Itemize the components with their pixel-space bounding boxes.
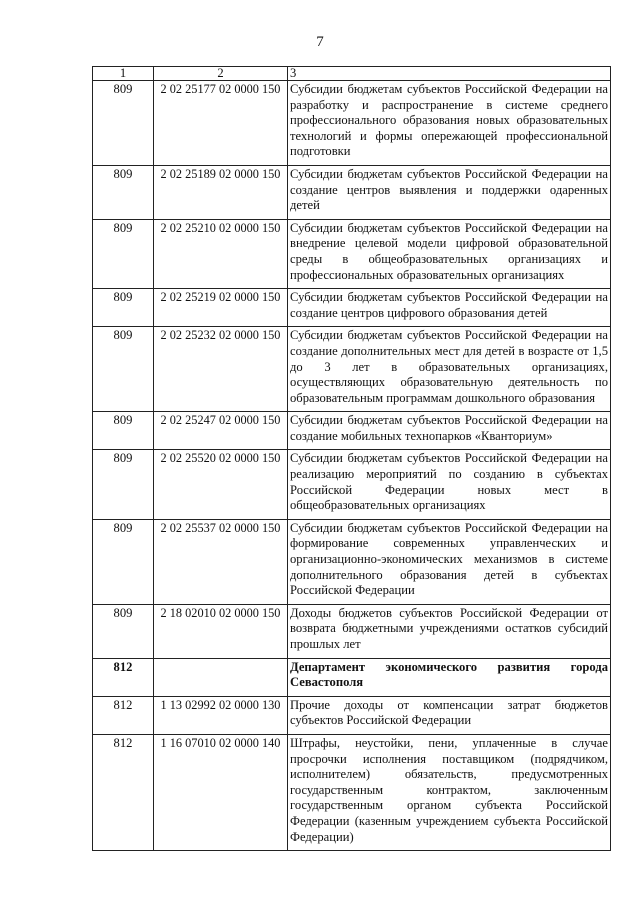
column-header-3: 3 bbox=[288, 67, 611, 81]
table-row bbox=[93, 604, 611, 658]
budget-code-cell: 2 18 02010 02 0000 150 bbox=[154, 604, 288, 658]
admin-code-cell: 809 bbox=[93, 519, 154, 604]
admin-code-cell: 812 bbox=[93, 734, 154, 850]
budget-code-cell bbox=[154, 658, 288, 696]
admin-code-cell: 809 bbox=[93, 327, 154, 412]
description-cell: Субсидии бюджетам субъектов Российской Федерации на создание мобильных технопарков «Кванториум» bbox=[288, 412, 611, 450]
description-cell: Департамент экономического развития города Севастополя bbox=[288, 658, 611, 696]
budget-code-cell: 2 02 25210 02 0000 150 bbox=[154, 219, 288, 288]
admin-code-cell: 809 bbox=[93, 81, 154, 166]
admin-code-cell: 809 bbox=[93, 412, 154, 450]
table-row bbox=[93, 289, 611, 327]
budget-code-cell: 2 02 25232 02 0000 150 bbox=[154, 327, 288, 412]
budget-code-cell: 2 02 25520 02 0000 150 bbox=[154, 450, 288, 519]
column-header-2: 2 bbox=[154, 67, 288, 81]
admin-code-cell: 809 bbox=[93, 289, 154, 327]
description-cell: Штрафы, неустойки, пени, уплаченные в случае просрочки исполнения поставщиком (подрядчиком, исполнителем) обязательств, предусмотренных государственным контрактом, заключенным государственным органом субъекта Российской Федерации (казенным учреждением субъекта Российской Федерации) bbox=[288, 734, 611, 850]
description-cell: Субсидии бюджетам субъектов Российской Федерации на создание дополнительных мест для детей в возрасте от 1,5 до 3 лет в образовательных организациях, осуществляющих образовательную деятельность по образовательным программам дошкольного образования bbox=[288, 327, 611, 412]
admin-code-cell: 812 bbox=[93, 658, 154, 696]
budget-code-cell: 2 02 25247 02 0000 150 bbox=[154, 412, 288, 450]
description-cell: Субсидии бюджетам субъектов Российской Федерации на внедрение целевой модели цифровой образовательной среды в общеобразовательных организациях и профессиональных образовательных организациях bbox=[288, 219, 611, 288]
description-cell: Субсидии бюджетам субъектов Российской Федерации на реализацию мероприятий по созданию в субъектах Российской Федерации новых мест в общеобразовательных организациях bbox=[288, 450, 611, 519]
budget-code-cell: 2 02 25219 02 0000 150 bbox=[154, 289, 288, 327]
table-row bbox=[93, 165, 611, 219]
table-row bbox=[93, 519, 611, 604]
table-row bbox=[93, 450, 611, 519]
budget-code-cell: 1 16 07010 02 0000 140 bbox=[154, 734, 288, 850]
description-cell: Прочие доходы от компенсации затрат бюджетов субъектов Российской Федерации bbox=[288, 696, 611, 734]
table-row bbox=[93, 734, 611, 850]
description-cell: Субсидии бюджетам субъектов Российской Федерации на создание центров выявления и поддержки одаренных детей bbox=[288, 165, 611, 219]
admin-code-cell: 809 bbox=[93, 219, 154, 288]
admin-code-cell: 809 bbox=[93, 165, 154, 219]
table-header-row bbox=[93, 67, 611, 81]
description-cell: Субсидии бюджетам субъектов Российской Федерации на создание центров цифрового образования детей bbox=[288, 289, 611, 327]
table-row bbox=[93, 81, 611, 166]
table-row bbox=[93, 327, 611, 412]
admin-code-cell: 809 bbox=[93, 450, 154, 519]
table-row bbox=[93, 219, 611, 288]
description-cell: Субсидии бюджетам субъектов Российской Федерации на разработку и распространение в системе среднего профессионального образования новых образовательных технологий и формы опережающей профессиональной подготовки bbox=[288, 81, 611, 166]
description-cell: Субсидии бюджетам субъектов Российской Федерации на формирование современных управленческих и организационно-экономических механизмов в системе дополнительного образования детей в субъектах Российской Федерации bbox=[288, 519, 611, 604]
admin-code-cell: 812 bbox=[93, 696, 154, 734]
description-cell: Доходы бюджетов субъектов Российской Федерации от возврата бюджетными учреждениями остатков субсидий прошлых лет bbox=[288, 604, 611, 658]
admin-code-cell: 809 bbox=[93, 604, 154, 658]
budget-code-cell: 2 02 25177 02 0000 150 bbox=[154, 81, 288, 166]
revenue-codes-table bbox=[92, 66, 611, 851]
table-row bbox=[93, 658, 611, 696]
page-number: 7 bbox=[316, 34, 324, 50]
column-header-1: 1 bbox=[93, 67, 154, 81]
table-row bbox=[93, 412, 611, 450]
table-row bbox=[93, 696, 611, 734]
table-body bbox=[93, 81, 611, 851]
budget-code-cell: 2 02 25189 02 0000 150 bbox=[154, 165, 288, 219]
budget-code-cell: 1 13 02992 02 0000 130 bbox=[154, 696, 288, 734]
budget-code-cell: 2 02 25537 02 0000 150 bbox=[154, 519, 288, 604]
